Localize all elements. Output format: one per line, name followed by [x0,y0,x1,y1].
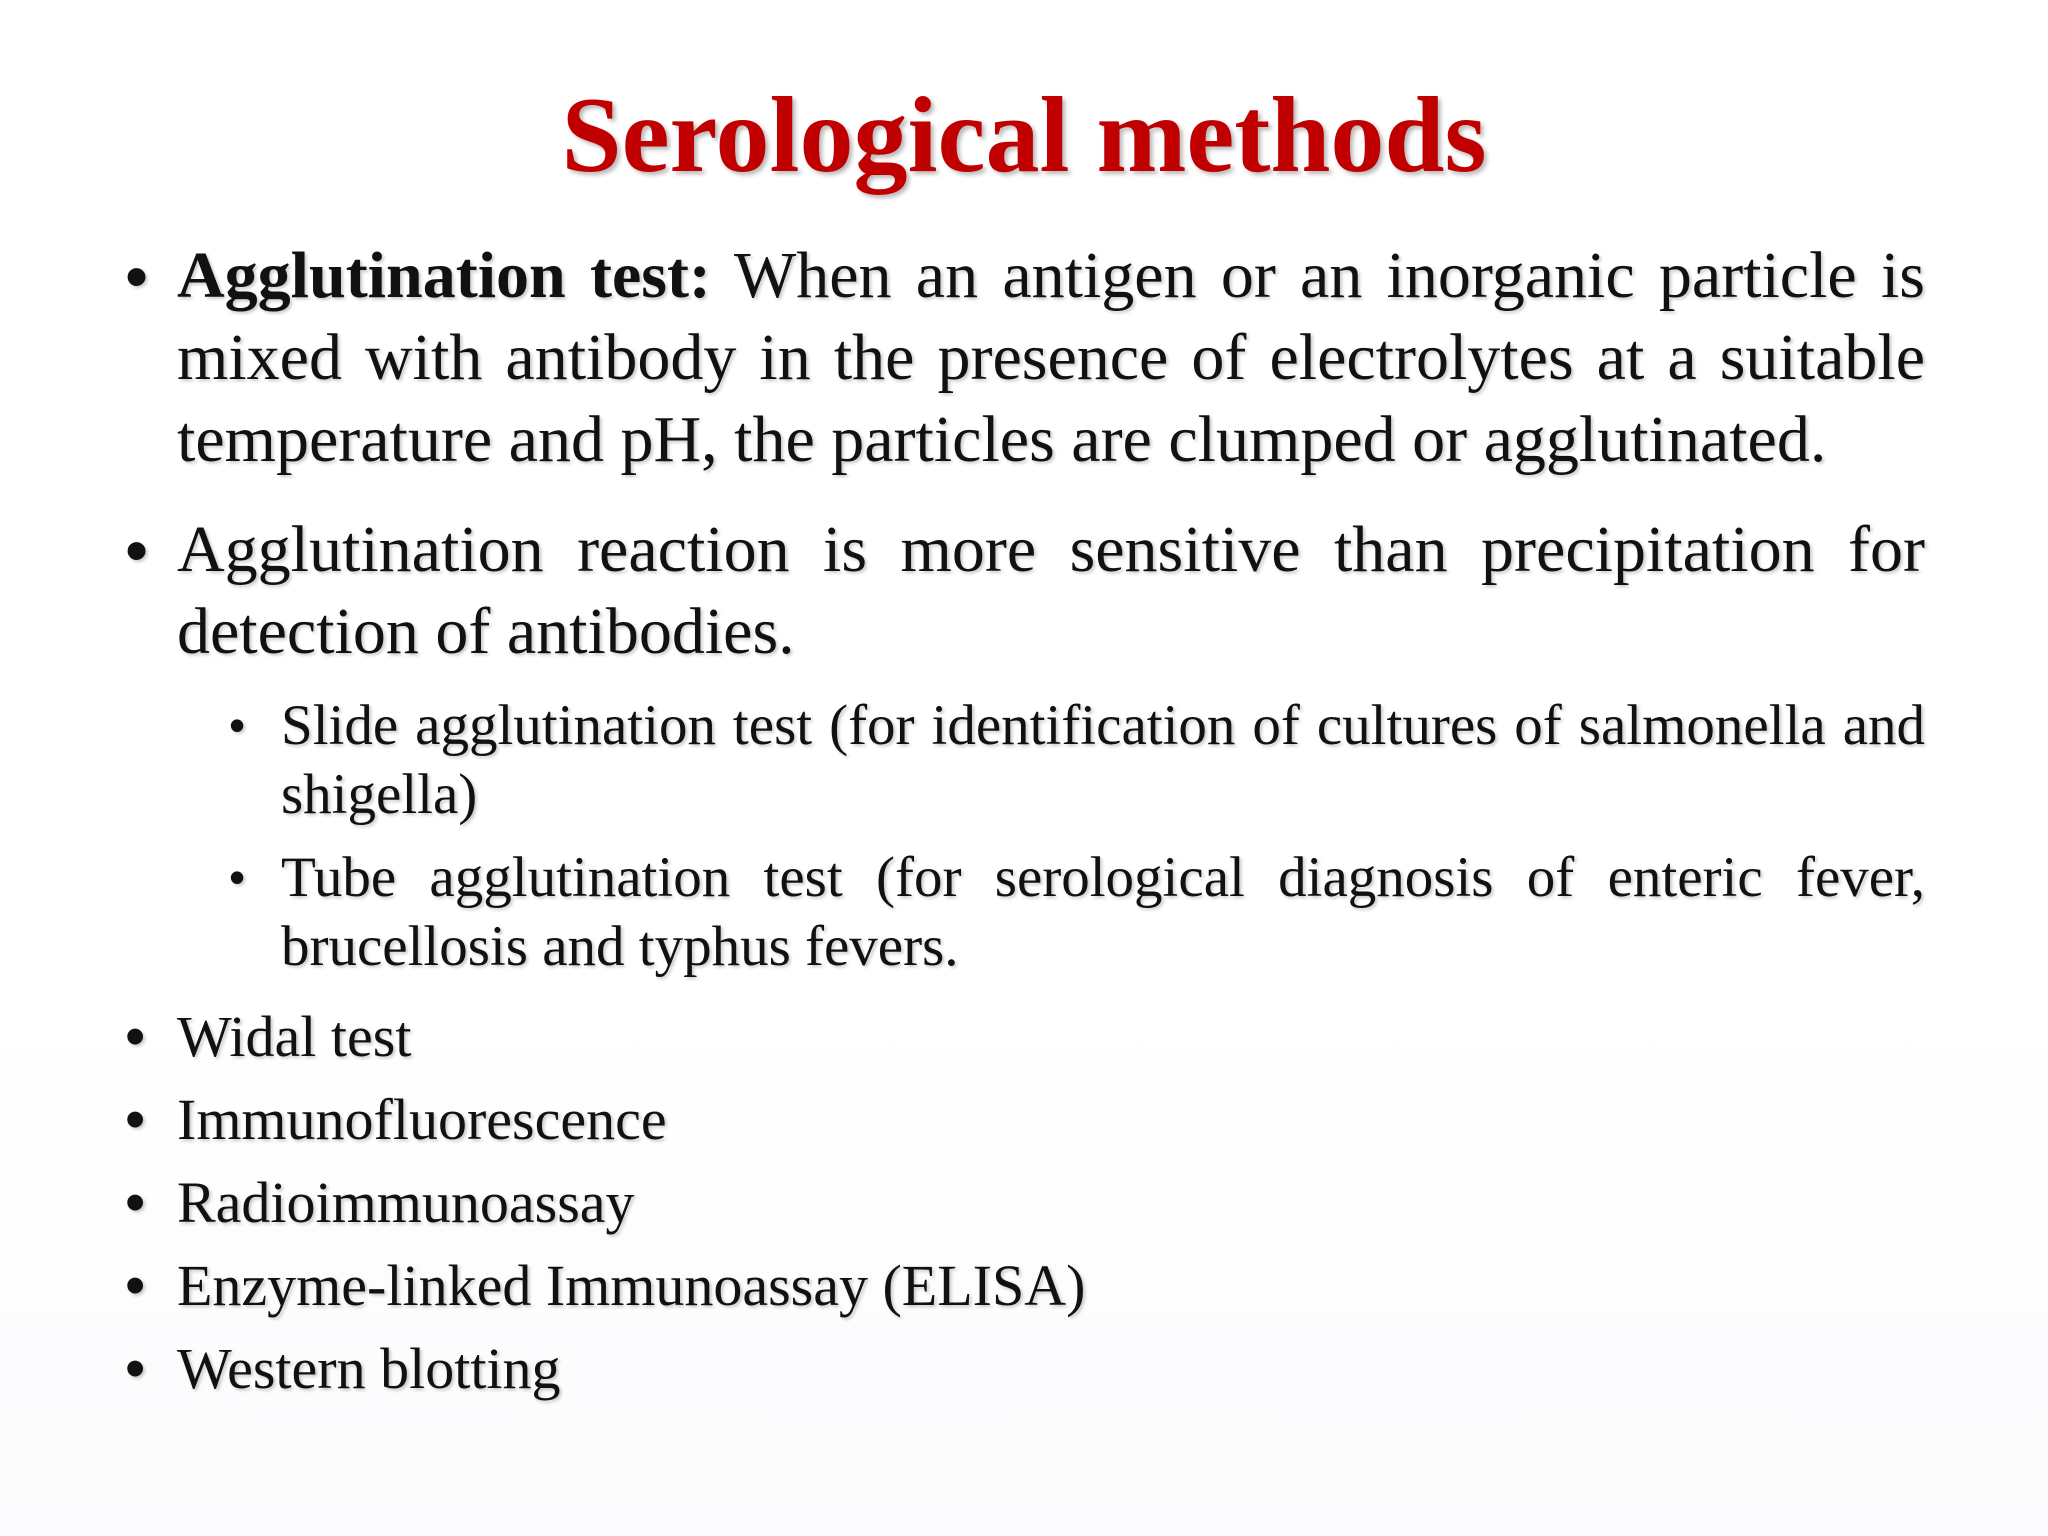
bullet-elisa [125,1244,1925,1327]
bullet-text: Widal test [177,1004,412,1069]
bullet-text: Agglutination reaction is more sensitive than precipitation for detection of antibodies. [177,513,1925,668]
sub-bullet-list [125,691,1925,981]
bullet-text: Enzyme-linked Immunoassay (ELISA) [177,1253,1086,1318]
bullet-text: Western blotting [177,1336,561,1401]
bullet-list [125,235,1925,1410]
sub-bullet-tube-agglutination [229,843,1925,981]
bullet-radioimmunoassay [125,1161,1925,1244]
bullet-text: When an antigen or an inorganic particle is mixed with antibody in the presence of electrolytes at a suitable temperature and pH, the particles are clumped or agglutinated. [177,239,1925,476]
bullet-immunofluorescence [125,1078,1925,1161]
bullet-western-blotting [125,1327,1925,1410]
bullet-text: Radioimmunoassay [177,1170,635,1235]
bullet-agglutination-test [125,235,1925,481]
bullet-widal-test [125,995,1925,1078]
bullet-agglutination-reaction [125,509,1925,673]
sub-bullet-text: Slide agglutination test (for identification of cultures of salmonella and shigella) [281,694,1925,826]
slide-title: Serological methods [561,76,1487,195]
bullet-text: Immunofluorescence [177,1087,667,1152]
sub-bullet-slide-agglutination [229,691,1925,829]
sub-bullet-text: Tube agglutination test (for serological diagnosis of enteric fever, brucellosis and typhus fevers. [281,846,1925,978]
bullet-lead-term: Agglutination test: [177,239,711,312]
